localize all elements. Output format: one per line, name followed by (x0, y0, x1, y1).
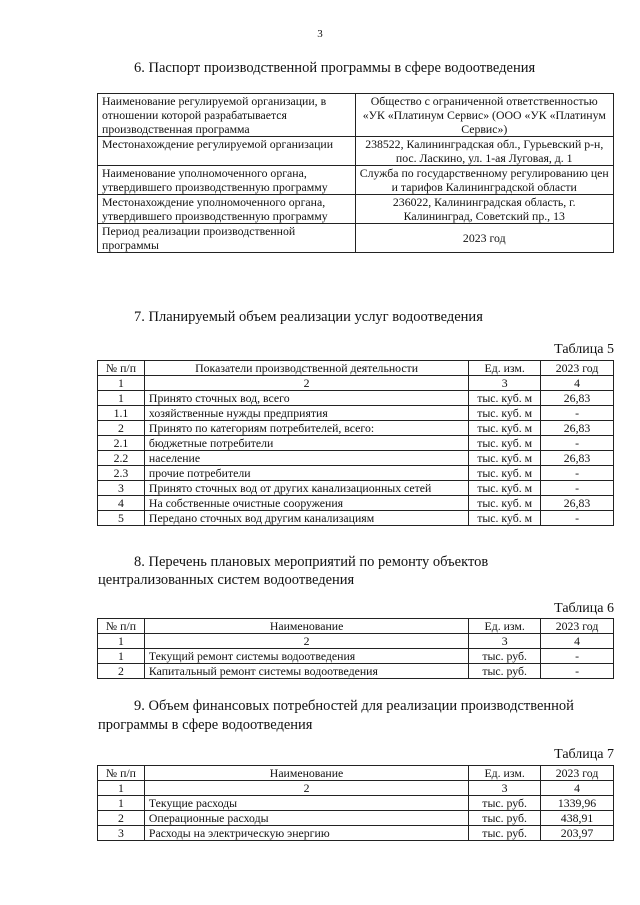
row-name-cell: бюджетные потребители (144, 436, 468, 451)
passport-label-cell: Период реализации производственной программы (98, 224, 356, 253)
row-value-cell: - (541, 649, 614, 664)
column-index: 4 (541, 781, 614, 796)
row-name-cell: Принято по категориям потребителей, всего: (144, 421, 468, 436)
table-index-row (98, 376, 614, 391)
table-index-row (98, 781, 614, 796)
row-name-cell: Расходы на электрическую энергию (144, 826, 468, 841)
row-value-cell: 26,83 (541, 421, 614, 436)
table-row (98, 826, 614, 841)
row-value-cell: 203,97 (541, 826, 614, 841)
row-value-cell: 438,91 (541, 811, 614, 826)
row-name-cell: Текущий ремонт системы водоотведения (144, 649, 468, 664)
row-number-cell: 3 (98, 481, 145, 496)
section-6-title: 6. Паспорт производственной программы в сфере водоотведения (134, 60, 536, 76)
passport-value-cell: Общество с ограниченной ответственностью «УК «Платинум Сервис» (ООО «УК «Платинум Сервис») (355, 94, 614, 137)
column-header: Ед. изм. (469, 619, 541, 634)
row-value-cell: 1339,96 (541, 796, 614, 811)
column-header: № п/п (98, 619, 145, 634)
row-number-cell: 4 (98, 496, 145, 511)
row-number-cell: 1.1 (98, 406, 145, 421)
row-name-cell: Операционные расходы (144, 811, 468, 826)
row-number-cell: 2.3 (98, 466, 145, 481)
page-number: 3 (317, 28, 323, 40)
table-row (98, 451, 614, 466)
column-index: 3 (469, 781, 541, 796)
passport-value-cell: 236022, Калининградская область, г. Калининград, Советский пр., 13 (355, 195, 614, 224)
row-value-cell: - (541, 664, 614, 679)
passport-label-cell: Наименование уполномоченного органа, утвердившего производственную программу (98, 166, 356, 195)
column-header: 2023 год (541, 766, 614, 781)
row-unit-cell: тыс. куб. м (469, 496, 541, 511)
row-unit-cell: тыс. руб. (469, 811, 541, 826)
volume-table (97, 360, 614, 526)
column-index: 1 (98, 376, 145, 391)
row-number-cell: 2 (98, 421, 145, 436)
column-index: 3 (469, 634, 541, 649)
row-value-cell: 26,83 (541, 496, 614, 511)
row-number-cell: 2 (98, 811, 145, 826)
row-value-cell: 26,83 (541, 391, 614, 406)
column-index: 4 (541, 634, 614, 649)
column-header: 2023 год (541, 619, 614, 634)
table-row (98, 511, 614, 526)
column-index: 2 (144, 376, 468, 391)
table-6-caption: Таблица 6 (554, 601, 614, 616)
row-number-cell: 3 (98, 826, 145, 841)
row-unit-cell: тыс. руб. (469, 796, 541, 811)
row-value-cell: - (541, 511, 614, 526)
row-number-cell: 2.1 (98, 436, 145, 451)
row-number-cell: 2 (98, 664, 145, 679)
row-unit-cell: тыс. куб. м (469, 406, 541, 421)
row-unit-cell: тыс. куб. м (469, 421, 541, 436)
section-9-title-line-2: программы в сфере водоотведения (98, 717, 313, 733)
row-unit-cell: тыс. руб. (469, 664, 541, 679)
section-9-title-line-1: 9. Объем финансовых потребностей для реализации производственной (134, 698, 574, 714)
row-unit-cell: тыс. куб. м (469, 511, 541, 526)
row-unit-cell: тыс. руб. (469, 826, 541, 841)
row-number-cell: 1 (98, 796, 145, 811)
passport-value-cell: 238522, Калининградская обл., Гурьевский р-н, пос. Ласкино, ул. 1-ая Луговая, д. 1 (355, 137, 614, 166)
column-header: Ед. изм. (469, 766, 541, 781)
table-row (98, 406, 614, 421)
row-number-cell: 5 (98, 511, 145, 526)
column-header: № п/п (98, 766, 145, 781)
row-name-cell: Принято сточных вод, всего (144, 391, 468, 406)
passport-label-cell: Местонахождение уполномоченного органа, утвердившего производственную программу (98, 195, 356, 224)
row-name-cell: Передано сточных вод другим канализациям (144, 511, 468, 526)
row-unit-cell: тыс. руб. (469, 649, 541, 664)
table-row (98, 137, 614, 166)
column-header: Наименование (144, 619, 468, 634)
table-5-caption: Таблица 5 (554, 342, 614, 357)
row-value-cell: 26,83 (541, 451, 614, 466)
table-row (98, 496, 614, 511)
table-index-row (98, 634, 614, 649)
table-row (98, 195, 614, 224)
row-value-cell: - (541, 481, 614, 496)
table-row (98, 649, 614, 664)
table-row (98, 94, 614, 137)
row-value-cell: - (541, 466, 614, 481)
passport-value-cell: Служба по государственному регулированию цен и тарифов Калининградской области (355, 166, 614, 195)
column-header: Ед. изм. (469, 361, 541, 376)
table-row (98, 166, 614, 195)
passport-label-cell: Местонахождение регулируемой организации (98, 137, 356, 166)
row-name-cell: Капитальный ремонт системы водоотведения (144, 664, 468, 679)
row-unit-cell: тыс. куб. м (469, 466, 541, 481)
passport-label-cell: Наименование регулируемой организации, в отношении которой разрабатывается производственная программа (98, 94, 356, 137)
repair-plan-table (97, 618, 614, 679)
row-unit-cell: тыс. куб. м (469, 481, 541, 496)
section-8-title-line-2: централизованных систем водоотведения (98, 572, 355, 588)
table-row (98, 224, 614, 253)
row-number-cell: 2.2 (98, 451, 145, 466)
row-unit-cell: тыс. куб. м (469, 436, 541, 451)
row-number-cell: 1 (98, 391, 145, 406)
financial-needs-table (97, 765, 614, 841)
column-header: 2023 год (541, 361, 614, 376)
table-row (98, 481, 614, 496)
column-header: № п/п (98, 361, 145, 376)
table-header-row (98, 766, 614, 781)
passport-value-cell: 2023 год (355, 224, 614, 253)
row-unit-cell: тыс. куб. м (469, 391, 541, 406)
row-name-cell: На собственные очистные сооружения (144, 496, 468, 511)
column-index: 1 (98, 781, 145, 796)
column-header: Показатели производственной деятельности (144, 361, 468, 376)
row-name-cell: Принято сточных вод от других канализационных сетей (144, 481, 468, 496)
section-8-title-line-1: 8. Перечень плановых мероприятий по ремонту объектов (134, 554, 489, 570)
column-index: 3 (469, 376, 541, 391)
row-name-cell: Текущие расходы (144, 796, 468, 811)
row-number-cell: 1 (98, 649, 145, 664)
column-header: Наименование (144, 766, 468, 781)
table-row (98, 796, 614, 811)
table-header-row (98, 619, 614, 634)
row-name-cell: прочие потребители (144, 466, 468, 481)
row-value-cell: - (541, 406, 614, 421)
table-row (98, 466, 614, 481)
row-name-cell: население (144, 451, 468, 466)
row-name-cell: хозяйственные нужды предприятия (144, 406, 468, 421)
column-index: 4 (541, 376, 614, 391)
table-row (98, 811, 614, 826)
table-row (98, 421, 614, 436)
row-unit-cell: тыс. куб. м (469, 451, 541, 466)
table-row (98, 391, 614, 406)
passport-table (97, 93, 614, 253)
table-7-caption: Таблица 7 (554, 747, 614, 762)
column-index: 1 (98, 634, 145, 649)
table-row (98, 436, 614, 451)
table-row (98, 664, 614, 679)
row-value-cell: - (541, 436, 614, 451)
column-index: 2 (144, 634, 468, 649)
section-7-title: 7. Планируемый объем реализации услуг водоотведения (134, 309, 483, 325)
table-header-row (98, 361, 614, 376)
column-index: 2 (144, 781, 468, 796)
